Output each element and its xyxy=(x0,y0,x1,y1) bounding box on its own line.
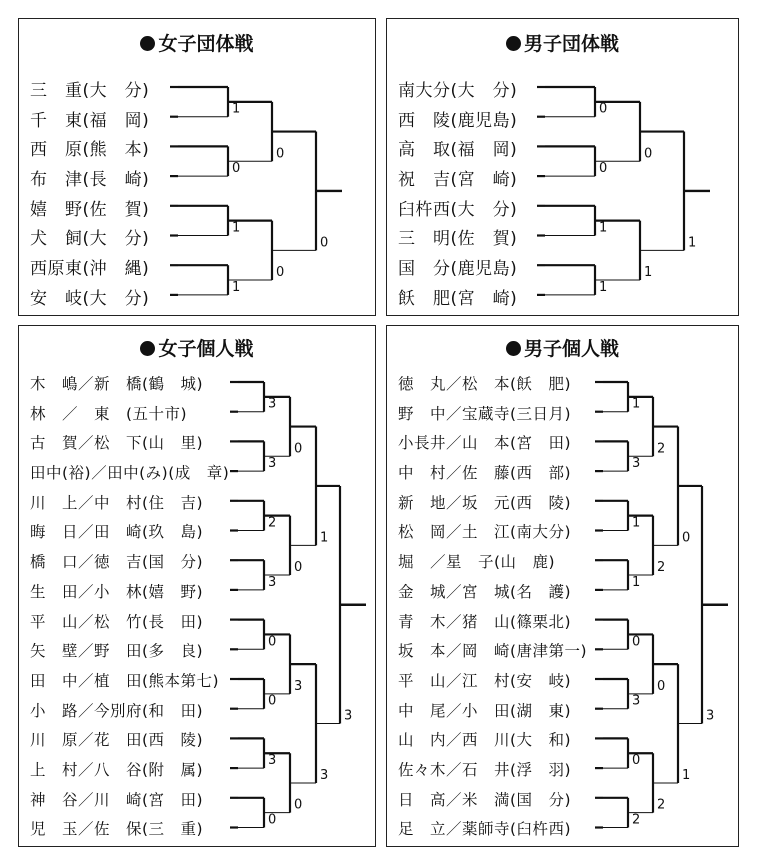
match-score: 3 xyxy=(320,767,329,783)
match-score: 0 xyxy=(268,812,277,828)
match-score: 1 xyxy=(599,220,608,236)
bracket-entry: 平 山／松 竹(長 田) xyxy=(30,612,204,631)
match-score: 3 xyxy=(344,708,353,724)
bracket-entry: 小 路／今別府(和 田) xyxy=(30,701,204,720)
match-score: 1 xyxy=(232,101,241,117)
match-score: 3 xyxy=(632,456,641,472)
bracket-entry: 松 岡／土 江(南大分) xyxy=(398,523,572,542)
bracket-entry: 金 城／宮 城(名 護) xyxy=(398,582,572,601)
bracket-entry: 生 田／小 林(嬉 野) xyxy=(30,582,204,601)
match-score: 1 xyxy=(232,220,241,236)
match-score: 0 xyxy=(268,693,277,709)
bracket-entry: 佐々木／石 井(浮 羽) xyxy=(398,761,572,780)
bracket-entry: 児 玉／佐 保(三 重) xyxy=(30,820,204,839)
match-score: 2 xyxy=(268,515,277,531)
match-score: 0 xyxy=(657,678,666,694)
match-score: 0 xyxy=(268,634,277,650)
match-score: 1 xyxy=(682,767,691,783)
match-score: 0 xyxy=(632,634,641,650)
bracket-entry: 小長井／山 本(宮 田) xyxy=(398,434,572,453)
match-score: 1 xyxy=(644,265,653,281)
bracket-entry: 足 立／薬師寺(臼杵西) xyxy=(398,820,572,839)
match-score: 1 xyxy=(632,574,641,590)
bracket-entry: 三 重(大 分) xyxy=(30,80,150,101)
bracket-entry: 平 山／江 村(安 岐) xyxy=(398,671,572,690)
bracket-entry: 野 中／宝蔵寺(三日月) xyxy=(398,404,572,423)
match-score: 3 xyxy=(706,708,715,724)
match-score: 0 xyxy=(232,161,241,177)
bracket-entry: 嬉 野(佐 賀) xyxy=(30,199,150,220)
match-score: 2 xyxy=(657,560,666,576)
bracket-entry: 林 ／ 東 (五十市) xyxy=(30,404,188,423)
match-score: 1 xyxy=(232,279,241,295)
bracket-entry: 千 東(福 岡) xyxy=(30,110,150,131)
bracket-entry: 国 分(鹿児島) xyxy=(398,259,518,280)
bracket-entry: 堀 ／星 子(山 鹿) xyxy=(398,553,556,572)
bracket-entry: 三 明(佐 賀) xyxy=(398,229,518,250)
bracket-entry: 田中(裕)／田中(み)(成 章) xyxy=(30,464,230,483)
match-score: 2 xyxy=(657,797,666,813)
match-score: 0 xyxy=(294,560,303,576)
bracket-entry: 高 取(福 岡) xyxy=(398,140,518,161)
match-score: 3 xyxy=(268,396,277,412)
match-score: 3 xyxy=(294,678,303,694)
bracket-entry: 古 賀／松 下(山 里) xyxy=(30,434,204,453)
bracket-entry: 飫 肥(宮 崎) xyxy=(398,288,518,309)
match-score: 3 xyxy=(632,693,641,709)
match-score: 0 xyxy=(294,441,303,457)
bracket-entry: 中 尾／小 田(湖 東) xyxy=(398,701,572,720)
bracket-entry: 西 陵(鹿児島) xyxy=(398,110,518,131)
bracket-entry: 西原東(沖 縄) xyxy=(30,259,150,280)
panel-title-text: 男子個人戦 xyxy=(523,338,619,360)
match-score: 3 xyxy=(268,456,277,472)
match-score: 2 xyxy=(632,812,641,828)
match-score: 0 xyxy=(294,797,303,813)
match-score: 0 xyxy=(276,146,285,162)
bracket-entry: 川 上／中 村(住 吉) xyxy=(30,493,204,512)
match-score: 1 xyxy=(632,515,641,531)
match-score: 1 xyxy=(632,396,641,412)
bracket-entry: 青 木／猪 山(篠栗北) xyxy=(398,612,572,631)
match-score: 0 xyxy=(599,101,608,117)
bracket-entry: 矢 壁／野 田(多 良) xyxy=(30,642,204,661)
panel-title-text: 女子団体戦 xyxy=(158,33,254,55)
bracket-entry: 坂 本／岡 崎(唐津第一) xyxy=(398,642,588,661)
bracket-entry: 祝 吉(宮 崎) xyxy=(398,170,518,191)
bracket-entry: 橋 口／徳 吉(国 分) xyxy=(30,553,204,572)
bracket-entry: 安 岐(大 分) xyxy=(30,288,150,309)
match-score: 0 xyxy=(276,265,285,281)
match-score: 3 xyxy=(268,753,277,769)
bracket-entry: 新 地／坂 元(西 陵) xyxy=(398,493,572,512)
match-score: 0 xyxy=(320,235,329,251)
panel-title-text: 女子個人戦 xyxy=(158,338,254,360)
bracket-entry: 中 村／佐 藤(西 部) xyxy=(398,464,572,483)
bracket-entry: 臼杵西(大 分) xyxy=(398,199,518,220)
match-score: 1 xyxy=(599,279,608,295)
bracket-entry: 神 谷／川 崎(宮 田) xyxy=(30,790,204,809)
bracket-entry: 布 津(長 崎) xyxy=(30,170,150,191)
match-score: 0 xyxy=(632,753,641,769)
bracket-entry: 山 内／西 川(大 和) xyxy=(398,731,572,750)
match-score: 2 xyxy=(657,441,666,457)
bracket-entry: 晦 日／田 崎(玖 島) xyxy=(30,523,204,542)
match-score: 1 xyxy=(320,530,329,546)
bracket-entry: 川 原／花 田(西 陵) xyxy=(30,731,204,750)
match-score: 0 xyxy=(599,161,608,177)
panel-title-text: 男子団体戦 xyxy=(523,33,619,55)
bracket-entry: 田 中／植 田(熊本第七) xyxy=(30,671,220,690)
match-score: 3 xyxy=(268,574,277,590)
bracket-entry: 犬 飼(大 分) xyxy=(30,229,150,250)
bracket-entry: 木 嶋／新 橋(鶴 城) xyxy=(30,374,204,393)
match-score: 0 xyxy=(644,146,653,162)
bracket-entry: 日 高／米 満(国 分) xyxy=(398,790,572,809)
match-score: 1 xyxy=(688,235,697,251)
bracket-entry: 西 原(熊 本) xyxy=(30,140,150,161)
match-score: 0 xyxy=(682,530,691,546)
bracket-entry: 徳 丸／松 本(飫 肥) xyxy=(398,374,572,393)
bracket-entry: 南大分(大 分) xyxy=(398,80,518,101)
bracket-entry: 上 村／八 谷(附 属) xyxy=(30,761,204,780)
